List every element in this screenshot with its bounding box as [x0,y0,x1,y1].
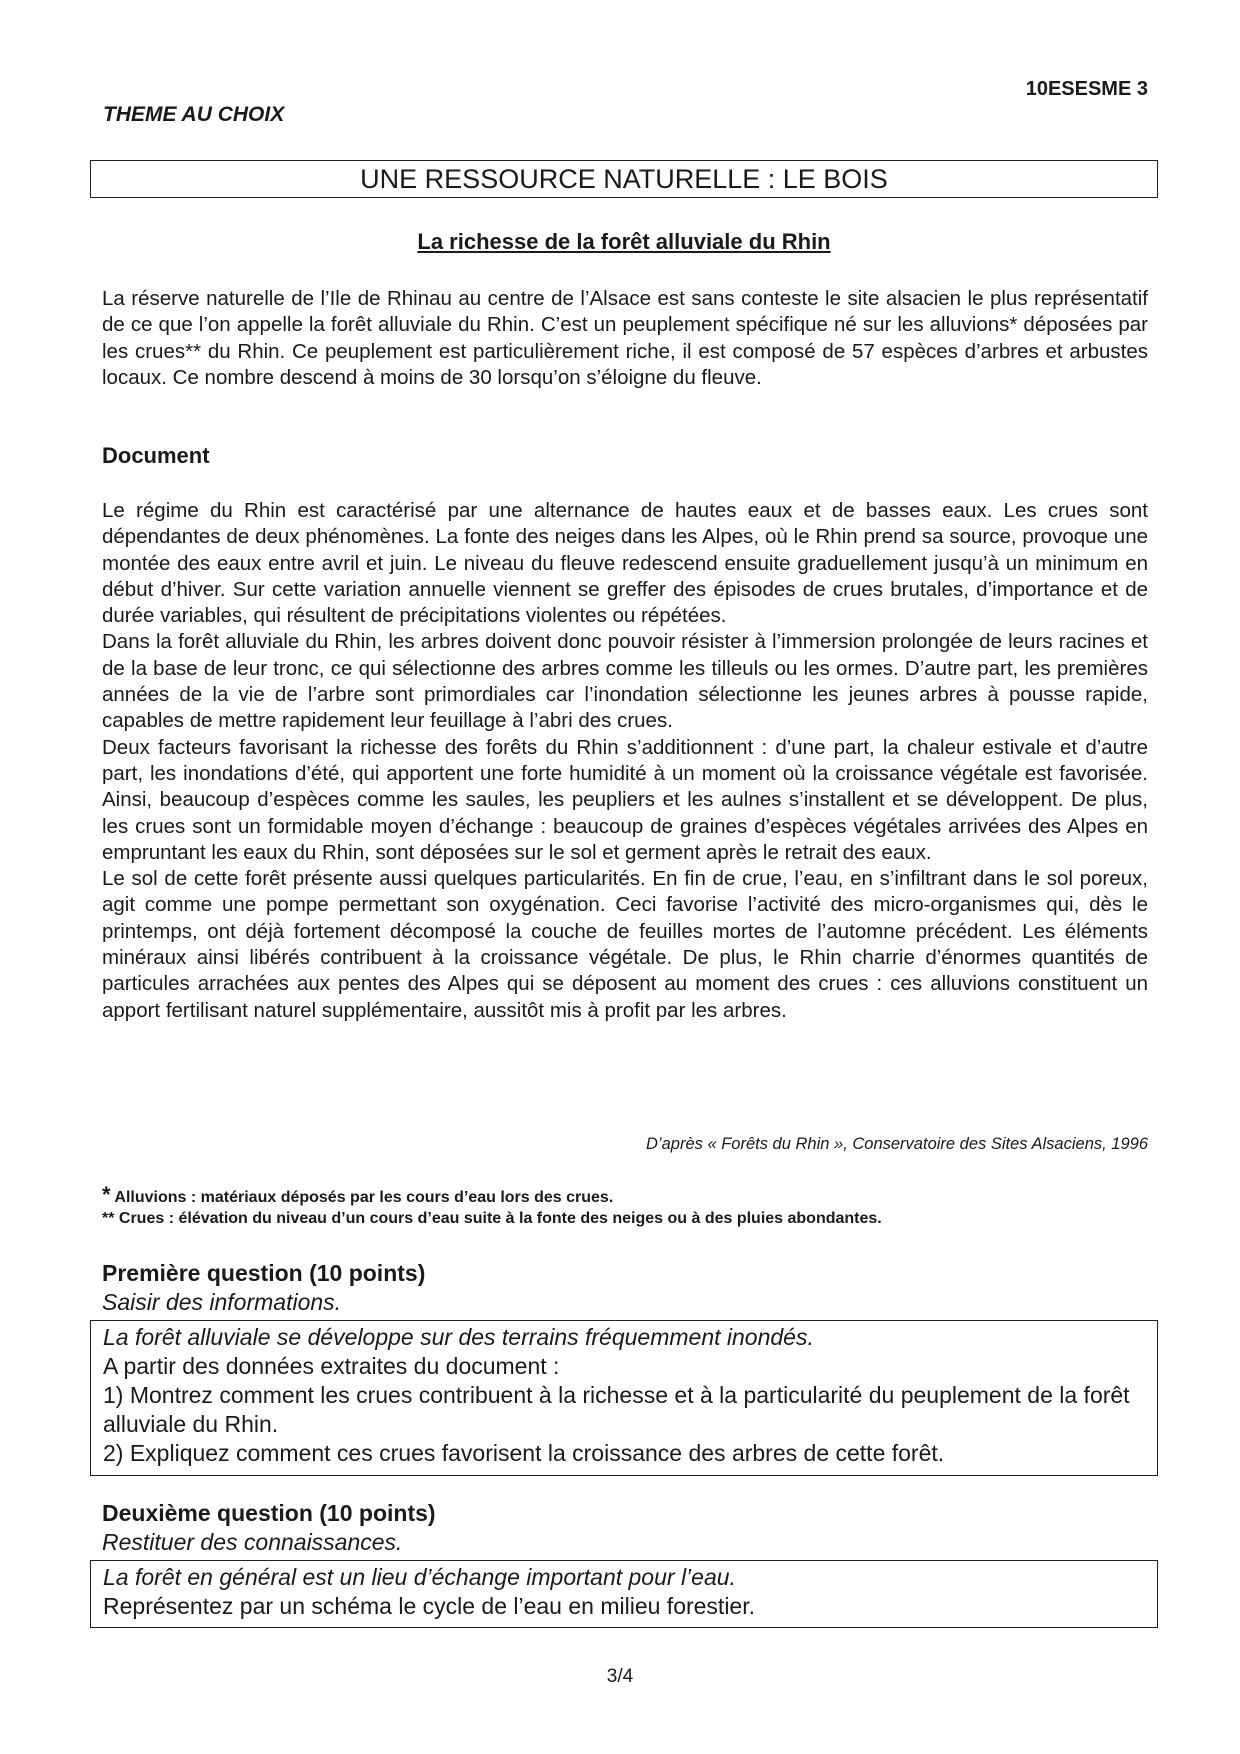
document-paragraph-1: Le régime du Rhin est caractérisé par une alternance de hautes eaux et de basses eaux. Les crues sont dépendantes de deux phénomènes. La fonte des neiges dans les Alpes, où le Rhin prend sa source, provoque une montée des eaux entre avril et juin. Le niveau du fleuve redescend ensuite graduellement jusqu’à un minimum en début d’hiver. Sur cette variation annuelle viennent se greffer des épisodes de crues brutales, d’importance et de durée variables, qui résultent de précipitations violentes ou répétées. [102,499,1148,628]
theme-label: THEME AU CHOIX [103,103,285,126]
footnote-star: * [102,1182,111,1207]
page-number: 3/4 [606,1666,634,1687]
exam-code: 10ESESME 3 [1025,78,1148,100]
question1-intro: La forêt alluviale se développe sur des terrains fréquemment inondés. [103,1324,814,1350]
footnote-alluvions-text: Alluvions : matériaux déposés par les cours d’eau lors des crues. [114,1189,614,1206]
question2-box [90,1560,1158,1628]
question1-line-1: A partir des données extraites du document : [103,1353,560,1379]
question2-intro: La forêt en général est un lieu d’échange important pour l’eau. [103,1564,736,1590]
footnote-alluvions [102,1184,882,1208]
document-body [102,498,1148,1024]
question1-line-2: 1) Montrez comment les crues contribuent à la richesse et à la particularité du peuplement de la forêt alluviale du Rhin. [103,1382,1130,1437]
page-title-text: UNE RESSOURCE NATURELLE : LE BOIS [360,163,888,194]
footnotes [102,1184,882,1229]
document-paragraph-3: Deux facteurs favorisant la richesse des forêts du Rhin s’additionnent : d’une part, la chaleur estivale et d’autre part, les inondations d’été, qui apportent une forte humidité à un moment où la croissance végétale est favorisée. Ainsi, beaucoup d’espèces comme les saules, les peupliers et les aulnes s’installent et se développent. De plus, les crues sont un formidable moyen d’échange : beaucoup de graines d’espèces végétales arrivées des Alpes en empruntant les eaux du Rhin, sont déposées sur le sol et germent après le retrait des eaux. [102,735,1148,864]
question1-subheading: Saisir des informations. [102,1289,342,1315]
page-title [90,160,1158,198]
document-paragraph-2: Dans la forêt alluviale du Rhin, les arbres doivent donc pouvoir résister à l’immersion prolongée de leurs racines et de la base de leur tronc, ce qui sélectionne des arbres comme les tilleuls ou les ormes. D’autre part, les premières années de la vie de l’arbre sont primordiales car l’inondation sélectionne les jeunes arbres à pousse rapide, capables de mettre rapidement leur feuillage à l’abri des crues. [102,630,1148,733]
footnote-crues: ** Crues : élévation du niveau d’un cours d’eau suite à la fonte des neiges ou à des pluies abondantes. [102,1210,882,1227]
document-paragraph-4: Le sol de cette forêt présente aussi quelques particularités. En fin de crue, l’eau, en s’infiltrant dans le sol poreux, agit comme une pompe permettant son oxygénation. Ceci favorise l’activité des micro-organismes qui, dès le printemps, ont déjà fortement décomposé la couche de feuilles mortes de l’automne précédent. Les éléments minéraux ainsi libérés contribuent à la croissance végétale. De plus, le Rhin charrie d’énormes quantités de particules arrachées aux pentes des Alpes qui se déposent au moment des crues : ces alluvions constituent un apport fertilisant naturel supplémentaire, aussitôt mis à profit par les arbres. [102,867,1148,1022]
question1-box [90,1320,1158,1476]
document-source: D’après « Forêts du Rhin », Conservatoire des Sites Alsaciens, 1996 [646,1135,1148,1153]
question2-line: Représentez par un schéma le cycle de l’eau en milieu forestier. [103,1593,756,1619]
question2-heading: Deuxième question (10 points) [102,1500,436,1526]
question2-subheading: Restituer des connaissances. [102,1529,403,1555]
question1-heading: Première question (10 points) [102,1260,426,1286]
document-heading: Document [102,443,210,468]
question1-line-3: 2) Expliquez comment ces crues favorisent la croissance des arbres de cette forêt. [103,1440,945,1466]
subtitle: La richesse de la forêt alluviale du Rhin [417,229,831,254]
intro-paragraph: La réserve naturelle de l’Ile de Rhinau au centre de l’Alsace est sans conteste le site alsacien le plus représentatif de ce que l’on appelle la forêt alluviale du Rhin. C’est un peuplement spécifique né sur les alluvions* déposées par les crues** du Rhin. Ce peuplement est particulièrement riche, il est composé de 57 espèces d’arbres et arbustes locaux. Ce nombre descend à moins de 30 lorsqu’on s’éloigne du fleuve. [102,287,1148,389]
